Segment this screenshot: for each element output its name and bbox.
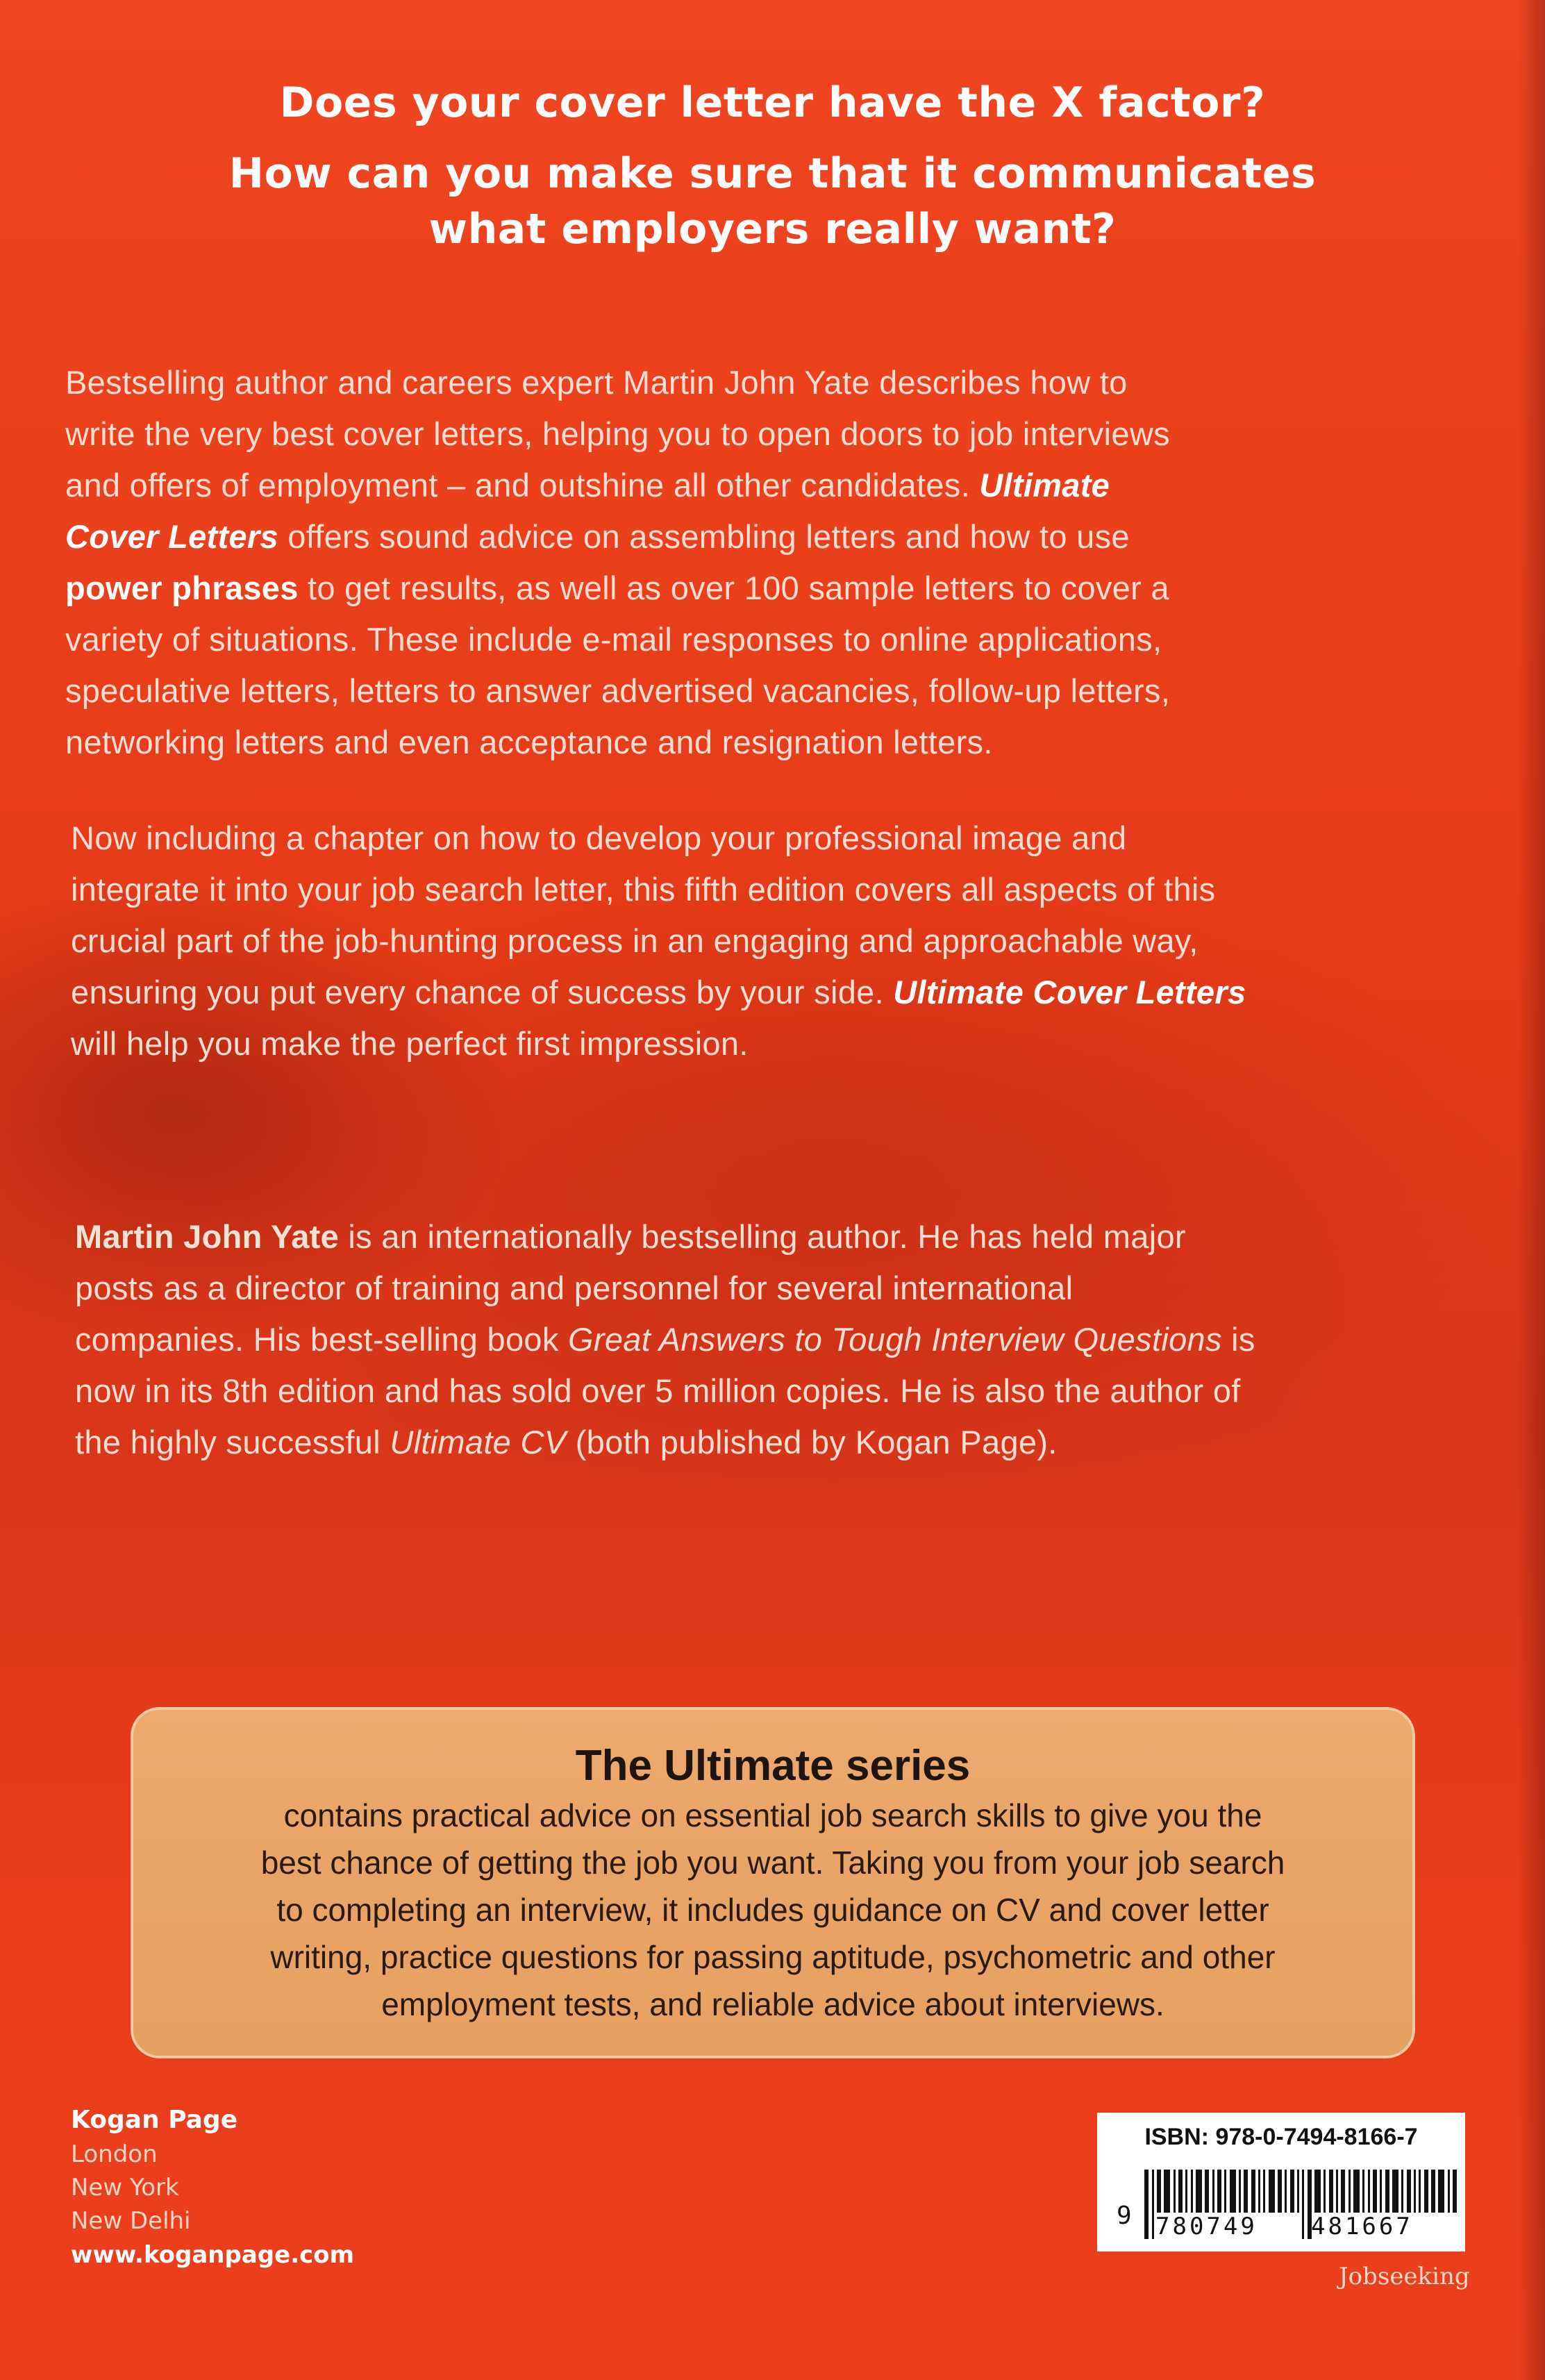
barcode-bar xyxy=(1278,2170,1282,2213)
barcode-bar xyxy=(1362,2170,1364,2213)
barcode-bar xyxy=(1152,2170,1154,2239)
para1-line: Bestselling author and careers expert Martin John Yate describes how to xyxy=(65,364,1128,401)
para2-line: crucial part of the job-hunting process in an engaging and approachable way, xyxy=(71,922,1199,959)
series-line: writing, practice questions for passing aptitude, psychometric and other xyxy=(270,1939,1276,1975)
series-line: to completing an interview, it includes guidance on CV and cover letter xyxy=(276,1892,1269,1928)
publisher-city: New Delhi xyxy=(71,2207,191,2235)
barcode-bar xyxy=(1224,2170,1226,2213)
author-text: the highly successful xyxy=(75,1424,390,1461)
power-phrases-emphasis: power phrases xyxy=(65,569,299,606)
publisher-website: www.koganpage.com xyxy=(71,2241,355,2269)
author-line xyxy=(75,1417,1255,1468)
barcode-bar xyxy=(1448,2170,1450,2213)
para1-line xyxy=(65,563,1170,614)
book-title: Ultimate CV xyxy=(390,1424,567,1461)
barcode-bar xyxy=(1217,2170,1221,2213)
isbn-number: ISBN: 978-0-7494-8166-7 xyxy=(1144,2124,1418,2150)
barcode-bar xyxy=(1302,2170,1304,2239)
author-text: (both published by Kogan Page). xyxy=(566,1424,1058,1461)
publisher-name: Kogan Page xyxy=(71,2106,238,2134)
barcode-bar xyxy=(1424,2170,1428,2213)
author-line: posts as a director of training and personnel for several international xyxy=(75,1270,1074,1306)
barcode-bar xyxy=(1323,2170,1326,2213)
book-title: Ultimate xyxy=(979,467,1110,504)
heading-line-3: what employers really want? xyxy=(428,205,1117,253)
para2-line: will help you make the perfect first impression. xyxy=(71,1025,749,1062)
barcode-bar xyxy=(1258,2170,1260,2213)
barcode-bar xyxy=(1290,2170,1294,2213)
para2-line: integrate it into your job search letter, this fifth edition covers all aspects of this xyxy=(71,871,1216,908)
barcode-bar xyxy=(1212,2170,1214,2213)
barcode-bar xyxy=(1244,2170,1248,2213)
barcode-bar xyxy=(1336,2170,1338,2213)
publisher-block xyxy=(71,2103,354,2272)
author-bio xyxy=(75,1211,1255,1468)
barcode-bar xyxy=(1341,2170,1345,2213)
barcode-bar xyxy=(1314,2170,1321,2213)
barcode-bar xyxy=(1157,2170,1161,2213)
barcode-bar xyxy=(1414,2170,1416,2213)
barcode-bar xyxy=(1407,2170,1411,2213)
series-line: best chance of getting the job you want. Taking you from your job search xyxy=(260,1845,1285,1881)
description-paragraph-2 xyxy=(71,813,1246,1070)
para1-text: to get results, as well as over 100 sample letters to cover a xyxy=(298,569,1169,606)
para1-line xyxy=(65,460,1170,511)
book-title: Great Answers to Tough Interview Questions xyxy=(568,1321,1222,1358)
barcode-digit: 9 xyxy=(1117,2202,1132,2230)
series-info-box xyxy=(131,1707,1415,2058)
publisher-city: New York xyxy=(71,2174,179,2202)
barcode-bar xyxy=(1263,2170,1265,2213)
category-label: Jobseeking xyxy=(1339,2263,1470,2290)
barcode-bar xyxy=(1373,2170,1377,2213)
para1-line: speculative letters, letters to answer advertised vacancies, follow-up letters, xyxy=(65,672,1171,709)
barcode-bar xyxy=(1297,2170,1299,2213)
publisher-city: London xyxy=(71,2140,158,2168)
barcode-bar xyxy=(1178,2170,1183,2213)
author-line xyxy=(75,1314,1255,1365)
barcode-digits-right: 481667 xyxy=(1311,2213,1413,2240)
para1-line xyxy=(65,511,1170,563)
barcode-bar xyxy=(1438,2170,1444,2213)
book-title: Cover Letters xyxy=(65,518,278,555)
barcode-bar xyxy=(1453,2170,1457,2213)
description-paragraph-1 xyxy=(65,357,1170,768)
barcode-bar xyxy=(1329,2170,1333,2213)
barcode-bar xyxy=(1230,2170,1236,2213)
series-line: employment tests, and reliable advice about interviews. xyxy=(381,1986,1164,2022)
barcode-bar xyxy=(1380,2170,1382,2213)
author-line: now in its 8th edition and has sold over 5 million copies. He is also the author of xyxy=(75,1372,1241,1409)
barcode-bar xyxy=(1392,2170,1398,2213)
barcode-digits-left: 780749 xyxy=(1155,2213,1258,2240)
barcode-bar xyxy=(1251,2170,1255,2213)
spine-edge xyxy=(1517,0,1545,2380)
barcode-bar xyxy=(1401,2170,1403,2213)
author-text: is xyxy=(1221,1321,1255,1358)
barcode-bar xyxy=(1144,2170,1149,2239)
barcode-bar xyxy=(1269,2170,1275,2213)
para1-line: variety of situations. These include e-mail responses to online applications, xyxy=(65,621,1162,658)
author-line xyxy=(75,1211,1255,1263)
barcode-bar xyxy=(1191,2170,1193,2213)
barcode-bar xyxy=(1353,2170,1360,2213)
barcode-bar xyxy=(1385,2170,1389,2213)
series-line: contains practical advice on essential job search skills to give you the xyxy=(283,1797,1262,1833)
para2-line xyxy=(71,967,1246,1018)
author-text: is an internationally bestselling author. He has held major xyxy=(339,1218,1186,1255)
para2-line: Now including a chapter on how to develop your professional image and xyxy=(71,819,1127,856)
series-title: The Ultimate series xyxy=(575,1742,971,1790)
para1-text: offers sound advice on assembling letters and how to use xyxy=(278,518,1130,555)
barcode-bar xyxy=(1431,2170,1435,2213)
author-name: Martin John Yate xyxy=(75,1218,340,1255)
heading-line-2: How can you make sure that it communicates xyxy=(228,149,1317,198)
book-title: Ultimate Cover Letters xyxy=(893,974,1246,1010)
para1-text: and offers of employment – and outshine all other candidates. xyxy=(65,467,980,504)
isbn-barcode-label xyxy=(1097,2113,1465,2252)
barcode-bar xyxy=(1185,2170,1187,2213)
barcode-bar xyxy=(1196,2170,1202,2213)
para1-line: write the very best cover letters, helping you to open doors to job interviews xyxy=(65,415,1170,452)
heading-line-1: Does your cover letter have the X factor? xyxy=(279,78,1266,127)
barcode-bar xyxy=(1348,2170,1351,2213)
barcode-bar xyxy=(1205,2170,1209,2213)
barcode-bar xyxy=(1368,2170,1370,2213)
para1-line: networking letters and even acceptance and resignation letters. xyxy=(65,724,993,760)
barcode-bar xyxy=(1164,2170,1170,2213)
barcode-bar xyxy=(1174,2170,1176,2213)
barcode-bar xyxy=(1285,2170,1287,2213)
author-text: companies. His best-selling book xyxy=(75,1321,569,1358)
para2-text: ensuring you put every chance of success by your side. xyxy=(71,974,894,1010)
barcode-bar xyxy=(1419,2170,1421,2213)
barcode-bar xyxy=(1239,2170,1241,2213)
